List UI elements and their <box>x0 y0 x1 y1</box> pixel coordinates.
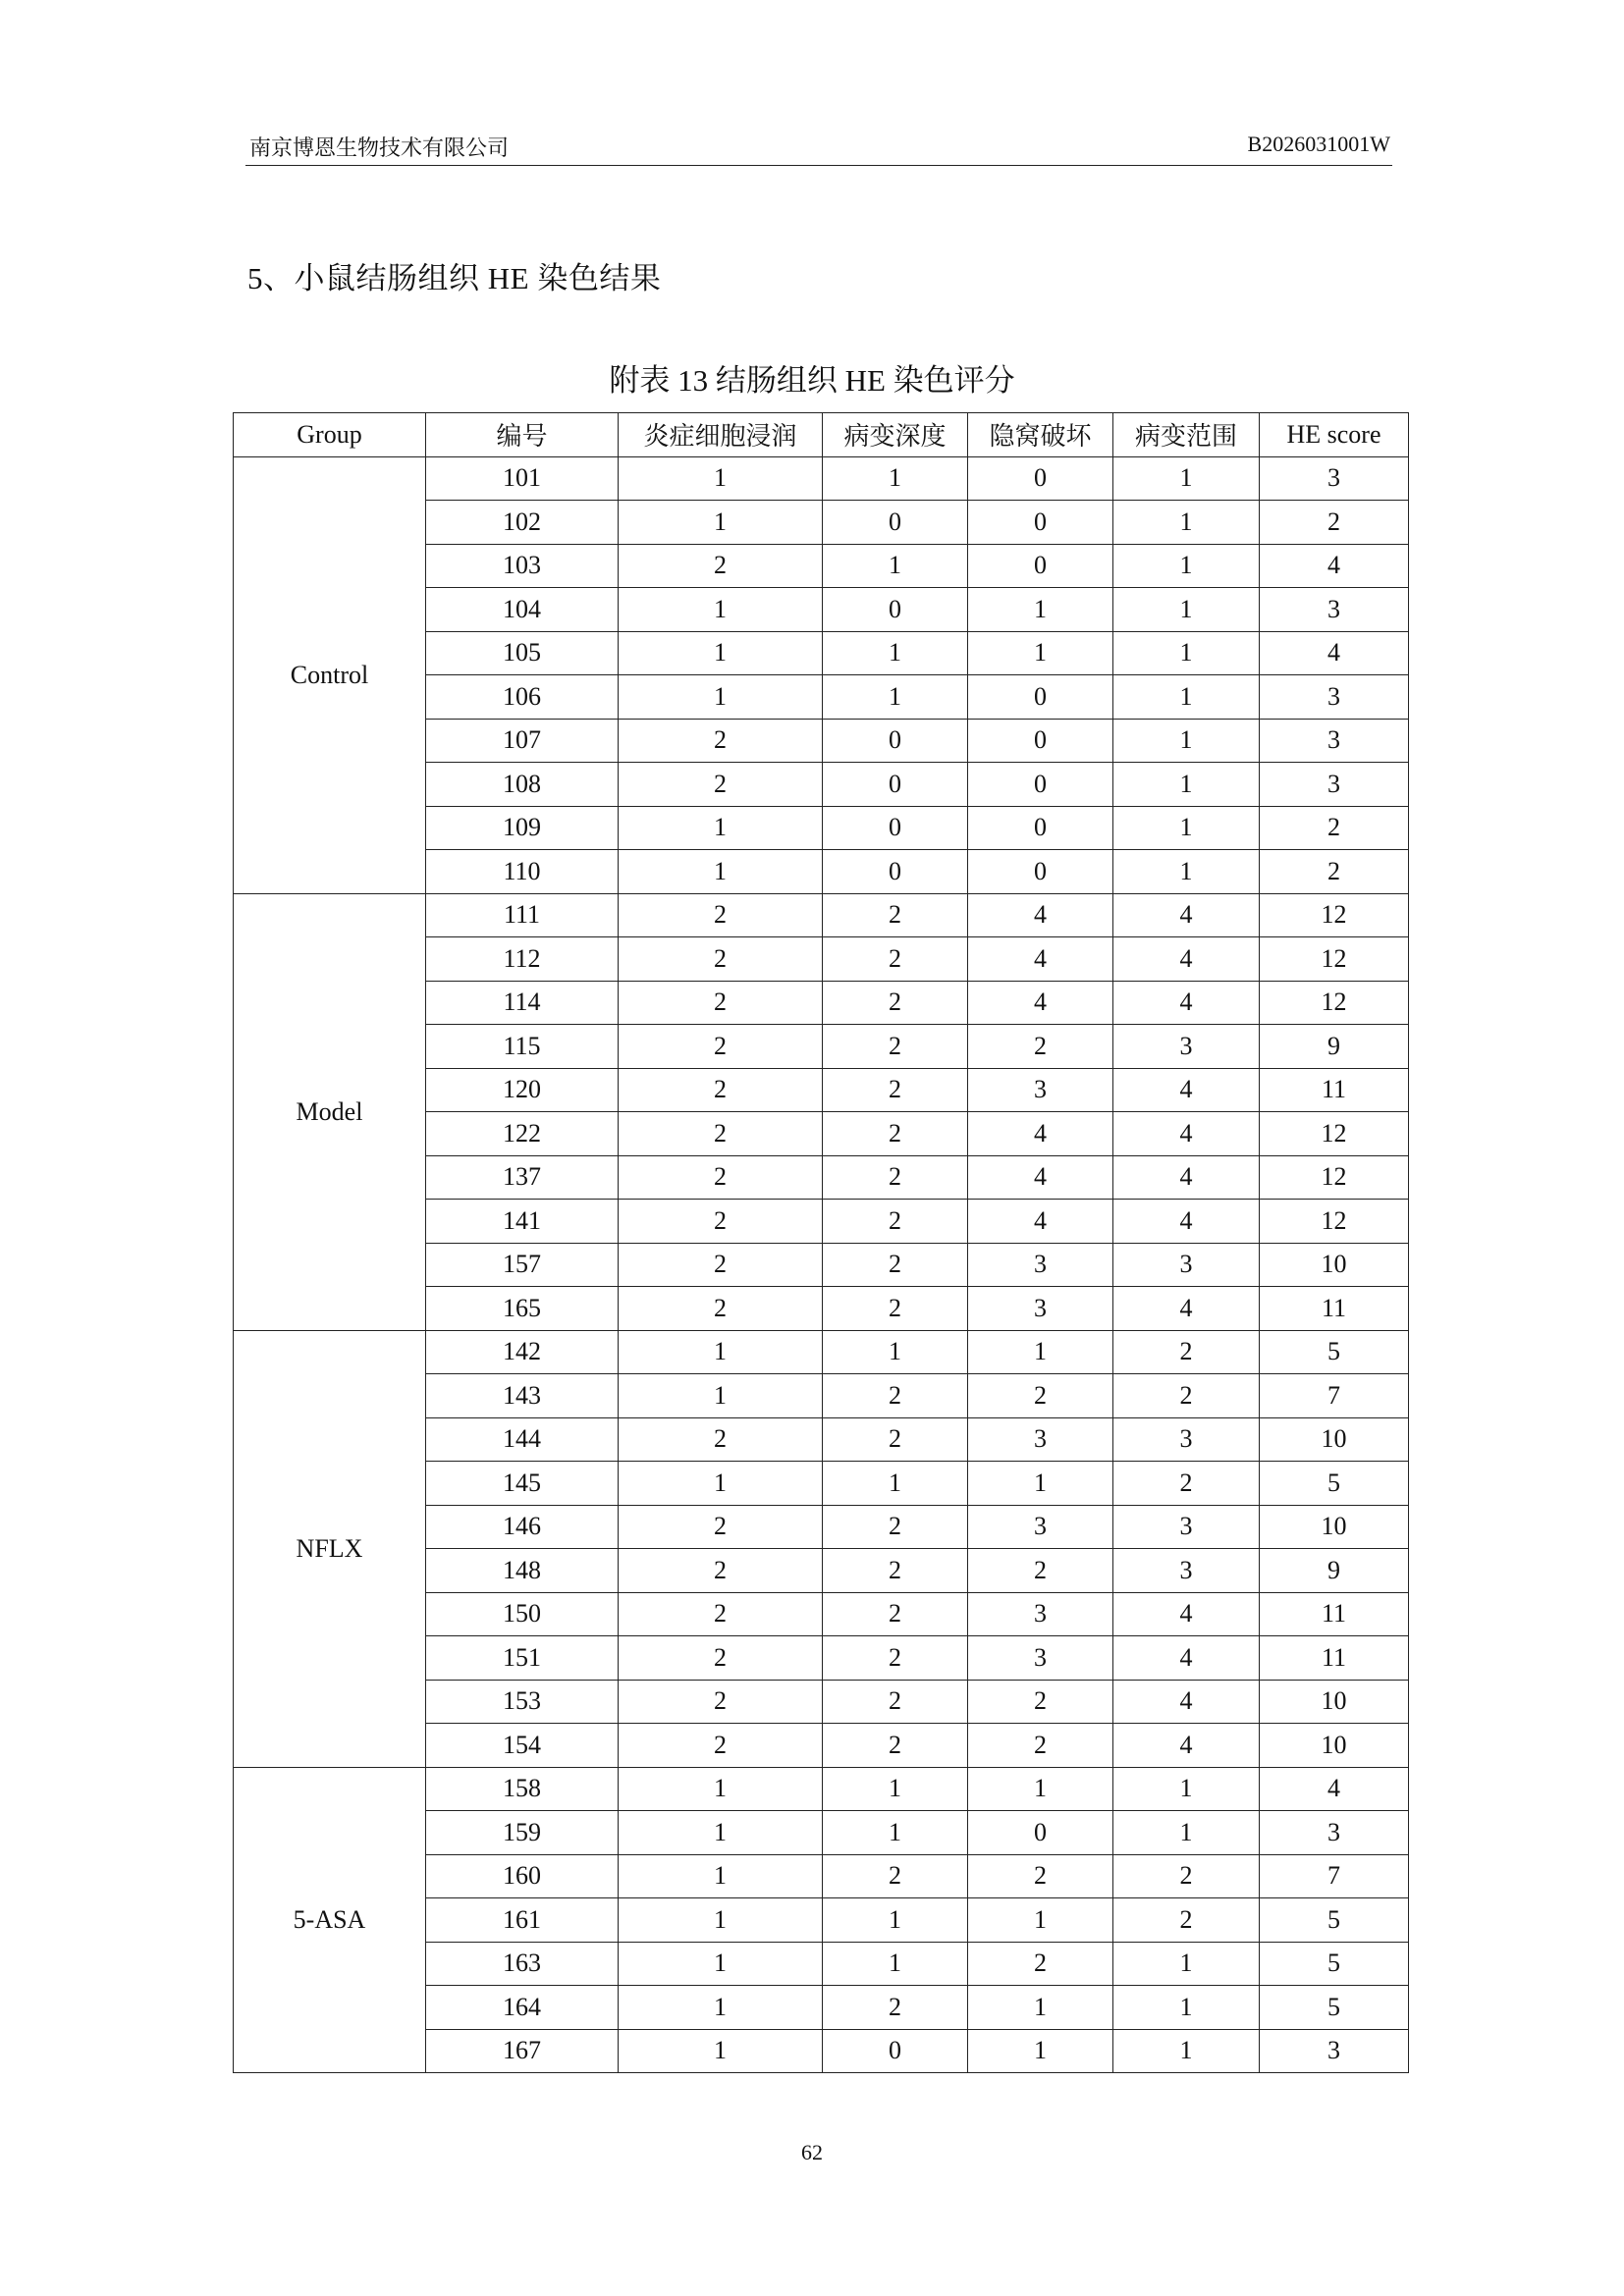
table-row <box>234 1330 1409 1374</box>
score-cell: 3 <box>1260 588 1409 632</box>
score-cell: 4 <box>968 937 1113 982</box>
score-cell: 11 <box>1260 1592 1409 1636</box>
score-cell: 2 <box>823 1680 968 1724</box>
score-cell: 4 <box>1113 1592 1260 1636</box>
score-cell: 2 <box>823 1636 968 1681</box>
score-cell: 1 <box>823 1767 968 1811</box>
column-header: 隐窝破坏 <box>968 413 1113 457</box>
score-cell: 3 <box>1113 1417 1260 1462</box>
score-cell: 2 <box>619 1287 823 1331</box>
score-cell: 2 <box>823 1549 968 1593</box>
score-cell: 1 <box>823 1898 968 1943</box>
score-cell: 3 <box>1113 1505 1260 1549</box>
sample-id-cell: 159 <box>426 1811 619 1855</box>
sample-id-cell: 153 <box>426 1680 619 1724</box>
score-cell: 12 <box>1260 981 1409 1025</box>
sample-id-cell: 148 <box>426 1549 619 1593</box>
score-cell: 2 <box>619 1724 823 1768</box>
score-cell: 2 <box>619 1243 823 1287</box>
sample-id-cell: 110 <box>426 850 619 894</box>
sample-id-cell: 114 <box>426 981 619 1025</box>
score-cell: 2 <box>1260 806 1409 850</box>
score-cell: 1 <box>823 544 968 588</box>
group-name-cell: Control <box>234 456 426 893</box>
sample-id-cell: 146 <box>426 1505 619 1549</box>
score-cell: 2 <box>619 1592 823 1636</box>
score-cell: 1 <box>1113 806 1260 850</box>
score-cell: 12 <box>1260 1112 1409 1156</box>
table-row <box>234 456 1409 501</box>
score-cell: 12 <box>1260 1200 1409 1244</box>
score-cell: 3 <box>968 1505 1113 1549</box>
sample-id-cell: 154 <box>426 1724 619 1768</box>
sample-id-cell: 165 <box>426 1287 619 1331</box>
score-cell: 3 <box>968 1636 1113 1681</box>
score-cell: 4 <box>1260 544 1409 588</box>
score-cell: 2 <box>823 1155 968 1200</box>
sample-id-cell: 105 <box>426 631 619 675</box>
score-cell: 0 <box>823 2029 968 2073</box>
score-cell: 7 <box>1260 1854 1409 1898</box>
page-number: 62 <box>801 2140 823 2164</box>
score-cell: 1 <box>619 1898 823 1943</box>
score-cell: 3 <box>1260 675 1409 720</box>
score-cell: 3 <box>1260 456 1409 501</box>
score-cell: 3 <box>1260 763 1409 807</box>
score-cell: 10 <box>1260 1724 1409 1768</box>
score-cell: 1 <box>1113 1942 1260 1986</box>
score-cell: 2 <box>1113 1330 1260 1374</box>
score-cell: 4 <box>1113 1680 1260 1724</box>
sample-id-cell: 112 <box>426 937 619 982</box>
score-cell: 2 <box>968 1724 1113 1768</box>
score-cell: 2 <box>619 719 823 763</box>
score-cell: 1 <box>619 1854 823 1898</box>
score-cell: 1 <box>823 675 968 720</box>
score-cell: 12 <box>1260 937 1409 982</box>
score-cell: 0 <box>823 588 968 632</box>
score-cell: 4 <box>1260 1767 1409 1811</box>
score-cell: 1 <box>619 1811 823 1855</box>
score-cell: 11 <box>1260 1636 1409 1681</box>
score-cell: 2 <box>968 1854 1113 1898</box>
sample-id-cell: 107 <box>426 719 619 763</box>
sample-id-cell: 163 <box>426 1942 619 1986</box>
score-cell: 4 <box>968 893 1113 937</box>
score-cell: 1 <box>1113 544 1260 588</box>
score-cell: 3 <box>968 1287 1113 1331</box>
score-cell: 2 <box>619 1155 823 1200</box>
group-name-cell: NFLX <box>234 1330 426 1767</box>
table-header-row <box>234 413 1409 457</box>
score-cell: 2 <box>619 1505 823 1549</box>
score-cell: 1 <box>619 806 823 850</box>
column-header: HE score <box>1260 413 1409 457</box>
score-cell: 4 <box>968 981 1113 1025</box>
score-cell: 2 <box>619 893 823 937</box>
score-cell: 2 <box>823 1068 968 1112</box>
score-cell: 1 <box>619 1942 823 1986</box>
score-cell: 2 <box>619 1636 823 1681</box>
score-cell: 1 <box>968 1330 1113 1374</box>
score-cell: 1 <box>823 1811 968 1855</box>
sample-id-cell: 167 <box>426 2029 619 2073</box>
score-cell: 0 <box>823 806 968 850</box>
score-cell: 2 <box>968 1680 1113 1724</box>
score-cell: 1 <box>1113 1767 1260 1811</box>
score-cell: 1 <box>1113 675 1260 720</box>
sample-id-cell: 108 <box>426 763 619 807</box>
sample-id-cell: 103 <box>426 544 619 588</box>
table-body <box>234 456 1409 2073</box>
sample-id-cell: 137 <box>426 1155 619 1200</box>
score-cell: 3 <box>1260 719 1409 763</box>
score-cell: 10 <box>1260 1243 1409 1287</box>
score-cell: 2 <box>619 1112 823 1156</box>
sample-id-cell: 157 <box>426 1243 619 1287</box>
score-cell: 0 <box>823 719 968 763</box>
score-cell: 2 <box>619 1025 823 1069</box>
score-cell: 0 <box>968 850 1113 894</box>
score-cell: 2 <box>1113 1462 1260 1506</box>
score-cell: 2 <box>968 1549 1113 1593</box>
score-cell: 0 <box>968 501 1113 545</box>
column-header: 编号 <box>426 413 619 457</box>
score-cell: 2 <box>619 1680 823 1724</box>
score-cell: 4 <box>968 1155 1113 1200</box>
score-cell: 1 <box>619 1986 823 2030</box>
score-cell: 3 <box>1260 2029 1409 2073</box>
column-header: 病变范围 <box>1113 413 1260 457</box>
score-cell: 2 <box>619 981 823 1025</box>
score-cell: 5 <box>1260 1330 1409 1374</box>
sample-id-cell: 164 <box>426 1986 619 2030</box>
score-cell: 1 <box>968 1986 1113 2030</box>
score-cell: 0 <box>823 763 968 807</box>
page-header <box>245 130 1392 166</box>
sample-id-cell: 101 <box>426 456 619 501</box>
sample-id-cell: 150 <box>426 1592 619 1636</box>
score-cell: 2 <box>968 1942 1113 1986</box>
score-cell: 3 <box>968 1592 1113 1636</box>
score-cell: 1 <box>1113 501 1260 545</box>
score-cell: 2 <box>619 1200 823 1244</box>
score-cell: 1 <box>619 588 823 632</box>
score-cell: 2 <box>619 1068 823 1112</box>
score-cell: 0 <box>968 719 1113 763</box>
section-title: 5、小鼠结肠组织 HE 染色结果 <box>247 261 662 295</box>
company-name: 南京博恩生物技术有限公司 <box>249 135 510 160</box>
score-cell: 2 <box>823 1592 968 1636</box>
score-cell: 3 <box>1113 1025 1260 1069</box>
score-cell: 4 <box>1113 1636 1260 1681</box>
score-cell: 1 <box>823 1330 968 1374</box>
score-cell: 0 <box>968 1811 1113 1855</box>
score-cell: 1 <box>1113 763 1260 807</box>
score-cell: 1 <box>1113 2029 1260 2073</box>
score-cell: 2 <box>823 893 968 937</box>
sample-id-cell: 120 <box>426 1068 619 1112</box>
score-cell: 2 <box>823 1025 968 1069</box>
score-cell: 2 <box>823 1200 968 1244</box>
score-cell: 4 <box>1113 1287 1260 1331</box>
score-cell: 4 <box>968 1112 1113 1156</box>
score-cell: 2 <box>619 1549 823 1593</box>
score-cell: 1 <box>619 1767 823 1811</box>
score-cell: 1 <box>968 1767 1113 1811</box>
score-cell: 2 <box>823 1112 968 1156</box>
score-cell: 5 <box>1260 1942 1409 1986</box>
score-cell: 2 <box>823 1287 968 1331</box>
score-cell: 10 <box>1260 1417 1409 1462</box>
score-cell: 2 <box>823 1417 968 1462</box>
sample-id-cell: 158 <box>426 1767 619 1811</box>
score-cell: 0 <box>823 501 968 545</box>
score-cell: 0 <box>968 544 1113 588</box>
score-cell: 1 <box>823 1942 968 1986</box>
score-cell: 7 <box>1260 1374 1409 1418</box>
score-cell: 1 <box>1113 850 1260 894</box>
score-cell: 1 <box>968 1898 1113 1943</box>
sample-id-cell: 144 <box>426 1417 619 1462</box>
score-cell: 1 <box>1113 631 1260 675</box>
column-header: 炎症细胞浸润 <box>619 413 823 457</box>
score-cell: 4 <box>968 1200 1113 1244</box>
score-cell: 1 <box>619 1330 823 1374</box>
score-cell: 3 <box>968 1417 1113 1462</box>
score-cell: 1 <box>1113 456 1260 501</box>
score-cell: 11 <box>1260 1287 1409 1331</box>
score-cell: 2 <box>968 1374 1113 1418</box>
score-cell: 2 <box>1260 501 1409 545</box>
sample-id-cell: 145 <box>426 1462 619 1506</box>
score-cell: 12 <box>1260 893 1409 937</box>
score-cell: 11 <box>1260 1068 1409 1112</box>
score-cell: 12 <box>1260 1155 1409 1200</box>
score-cell: 1 <box>1113 1811 1260 1855</box>
table-caption: 附表 13 结肠组织 HE 染色评分 <box>609 363 1015 398</box>
score-cell: 1 <box>619 631 823 675</box>
score-cell: 9 <box>1260 1025 1409 1069</box>
sample-id-cell: 109 <box>426 806 619 850</box>
score-cell: 1 <box>823 1462 968 1506</box>
score-cell: 1 <box>823 456 968 501</box>
score-cell: 10 <box>1260 1505 1409 1549</box>
score-cell: 4 <box>1113 893 1260 937</box>
group-name-cell: Model <box>234 893 426 1330</box>
score-cell: 4 <box>1113 1200 1260 1244</box>
score-cell: 2 <box>823 1854 968 1898</box>
score-cell: 3 <box>968 1243 1113 1287</box>
score-cell: 1 <box>619 675 823 720</box>
score-cell: 2 <box>823 1374 968 1418</box>
score-cell: 0 <box>823 850 968 894</box>
sample-id-cell: 115 <box>426 1025 619 1069</box>
sample-id-cell: 160 <box>426 1854 619 1898</box>
document-code: B2026031001W <box>1247 132 1390 156</box>
group-name-cell: 5-ASA <box>234 1767 426 2073</box>
column-header: 病变深度 <box>823 413 968 457</box>
score-cell: 1 <box>968 2029 1113 2073</box>
score-cell: 0 <box>968 456 1113 501</box>
score-cell: 2 <box>823 1505 968 1549</box>
score-cell: 10 <box>1260 1680 1409 1724</box>
score-cell: 4 <box>1113 981 1260 1025</box>
table-row <box>234 893 1409 937</box>
score-cell: 4 <box>1260 631 1409 675</box>
score-cell: 2 <box>1113 1374 1260 1418</box>
score-cell: 2 <box>823 1724 968 1768</box>
score-cell: 1 <box>619 1462 823 1506</box>
score-cell: 5 <box>1260 1462 1409 1506</box>
score-cell: 2 <box>1113 1854 1260 1898</box>
score-cell: 3 <box>968 1068 1113 1112</box>
score-cell: 1 <box>823 631 968 675</box>
sample-id-cell: 141 <box>426 1200 619 1244</box>
score-cell: 4 <box>1113 1155 1260 1200</box>
score-cell: 1 <box>968 1462 1113 1506</box>
score-cell: 2 <box>968 1025 1113 1069</box>
sample-id-cell: 143 <box>426 1374 619 1418</box>
sample-id-cell: 151 <box>426 1636 619 1681</box>
score-cell: 9 <box>1260 1549 1409 1593</box>
sample-id-cell: 111 <box>426 893 619 937</box>
he-score-table <box>233 412 1409 2073</box>
score-cell: 1 <box>619 850 823 894</box>
score-cell: 5 <box>1260 1898 1409 1943</box>
score-cell: 4 <box>1113 1068 1260 1112</box>
score-cell: 1 <box>619 2029 823 2073</box>
sample-id-cell: 122 <box>426 1112 619 1156</box>
score-cell: 1 <box>619 456 823 501</box>
score-cell: 2 <box>619 544 823 588</box>
score-cell: 2 <box>619 1417 823 1462</box>
sample-id-cell: 142 <box>426 1330 619 1374</box>
score-cell: 2 <box>1260 850 1409 894</box>
score-cell: 1 <box>1113 719 1260 763</box>
score-cell: 1 <box>968 631 1113 675</box>
score-cell: 1 <box>619 501 823 545</box>
score-cell: 4 <box>1113 1112 1260 1156</box>
score-cell: 1 <box>1113 588 1260 632</box>
score-cell: 1 <box>968 588 1113 632</box>
score-cell: 2 <box>619 937 823 982</box>
score-cell: 0 <box>968 763 1113 807</box>
score-cell: 2 <box>823 937 968 982</box>
score-cell: 3 <box>1260 1811 1409 1855</box>
score-cell: 1 <box>619 1374 823 1418</box>
sample-id-cell: 104 <box>426 588 619 632</box>
score-cell: 3 <box>1113 1243 1260 1287</box>
score-cell: 4 <box>1113 1724 1260 1768</box>
score-cell: 4 <box>1113 937 1260 982</box>
score-cell: 0 <box>968 675 1113 720</box>
score-cell: 2 <box>823 981 968 1025</box>
score-cell: 2 <box>823 1243 968 1287</box>
table-row <box>234 1767 1409 1811</box>
column-header: Group <box>234 413 426 457</box>
sample-id-cell: 106 <box>426 675 619 720</box>
score-cell: 2 <box>823 1986 968 2030</box>
score-cell: 2 <box>619 763 823 807</box>
score-cell: 3 <box>1113 1549 1260 1593</box>
score-cell: 2 <box>1113 1898 1260 1943</box>
score-cell: 5 <box>1260 1986 1409 2030</box>
sample-id-cell: 102 <box>426 501 619 545</box>
score-cell: 0 <box>968 806 1113 850</box>
score-cell: 1 <box>1113 1986 1260 2030</box>
sample-id-cell: 161 <box>426 1898 619 1943</box>
